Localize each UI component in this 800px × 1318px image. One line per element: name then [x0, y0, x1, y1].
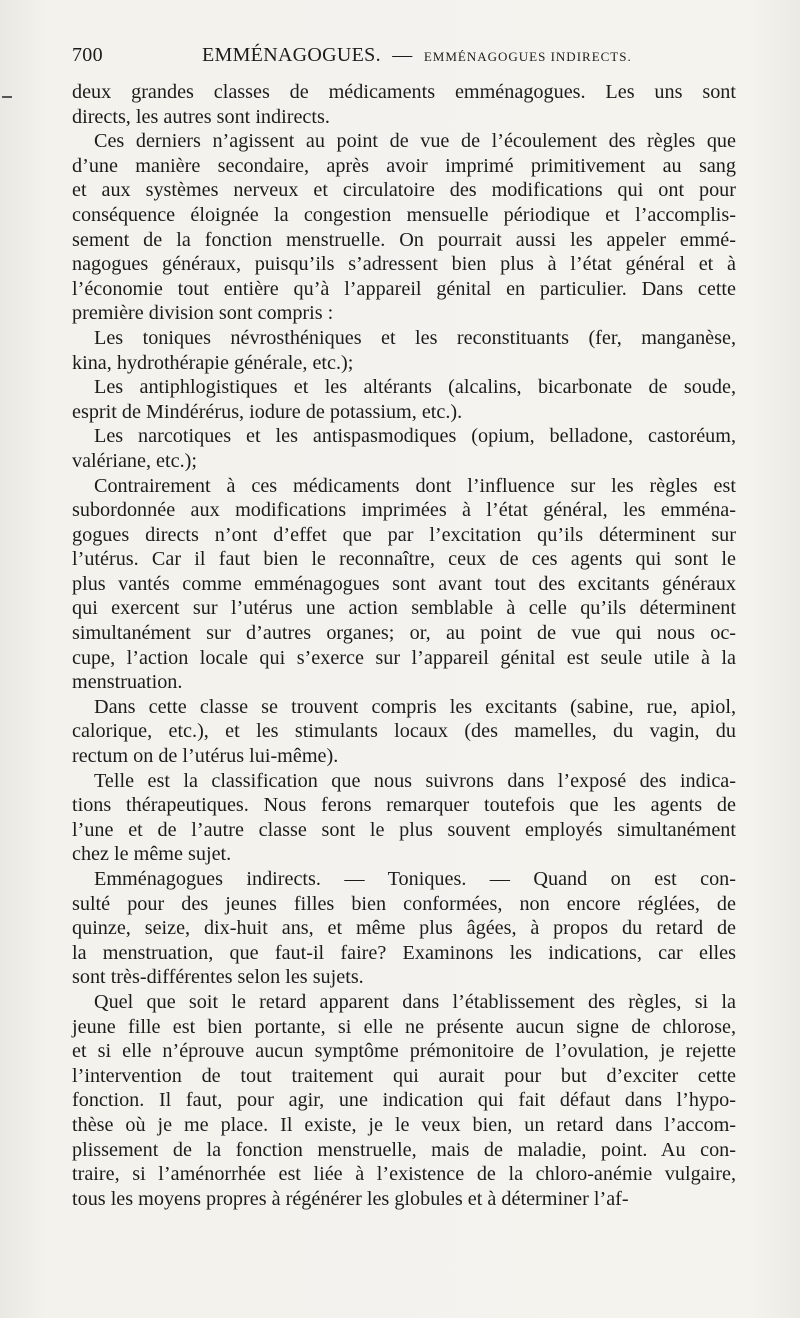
text-line: sement de la fonction menstruelle. On pourrait aussi les appeler emmé- [72, 228, 736, 251]
paragraph-p7 [72, 695, 736, 769]
text-line: rectum on de l’utérus lui-même). [72, 745, 339, 768]
text-line: l’une et de l’autre classe sont le plus souvent employés simultanément [72, 818, 736, 841]
text-line: Les antiphlogistiques et les altérants (alcalins, bicarbonate de soude, [94, 376, 736, 399]
text-line: directs, les autres sont indirects. [72, 105, 330, 128]
text-line: Emménagogues indirects. — Toniques. — Quand on est con- [94, 868, 736, 890]
text-line: plus vantés comme emménagogues sont avant tout des excitants généraux [72, 572, 736, 595]
text-line: nagogues généraux, puisqu’ils s’adressent bien plus à l’état général et à [72, 253, 736, 276]
text-line: d’une manière secondaire, après avoir imprimé primitivement au sang [72, 154, 736, 177]
text-line: et aux systèmes nerveux et circulatoire des modifications qui ont pour [72, 179, 736, 202]
paragraph-p1 [72, 80, 736, 129]
text-line: Quel que soit le retard apparent dans l’établissement des règles, si la [94, 990, 736, 1013]
text-line: valériane, etc.); [72, 449, 197, 472]
text-line: thèse où je me place. Il existe, je le veux bien, un retard dans l’accom- [72, 1113, 736, 1136]
running-subtitle: EMMÉNAGOGUES INDIRECTS. [423, 49, 632, 64]
text-line: jeune fille est bien portante, si elle ne présente aucun signe de chlorose, [72, 1015, 736, 1038]
text-line: plissement de la fonction menstruelle, mais de maladie, point. Au con- [72, 1138, 736, 1161]
running-title-group [202, 44, 632, 67]
text-line: l’intervention de tout traitement qui aurait pour but d’exciter cette [72, 1064, 736, 1087]
body-text [72, 80, 736, 1211]
running-title: EMMÉNAGOGUES. [202, 44, 381, 66]
text-line: chez le même sujet. [72, 843, 232, 866]
text-line: quinze, seize, dix-huit ans, et même plus âgées, à propos du retard de [72, 917, 736, 940]
text-line: calorique, etc.), et les stimulants locaux (des mamelles, du vagin, du [72, 720, 736, 743]
paragraph-p8 [72, 769, 736, 867]
text-line: qui exercent sur l’utérus une action semblable à celle qu’ils déterminent [72, 597, 736, 620]
text-line: fonction. Il faut, pour agir, une indication qui fait défaut dans l’hypo- [72, 1089, 736, 1112]
text-line: simultanément sur d’autres organes; or, au point de vue qui nous oc- [72, 622, 736, 645]
text-line: tions thérapeutiques. Nous ferons remarquer toutefois que les agents de [72, 794, 736, 817]
margin-mark [2, 96, 12, 98]
text-line: Les narcotiques et les antispasmodiques (opium, belladone, castoréum, [94, 425, 736, 448]
text-line: l’économie tout entière qu’à l’appareil génital en particulier. Dans cette [72, 277, 736, 300]
text-line: Ces derniers n’agissent au point de vue de l’écoulement des règles que [94, 130, 736, 153]
text-line: conséquence éloignée la congestion mensuelle périodique et l’accomplis- [72, 203, 736, 226]
paragraph-p6 [72, 474, 736, 695]
text-line: esprit de Mindérérus, iodure de potassium, etc.). [72, 400, 463, 423]
text-line: traire, si l’aménorrhée est liée à l’existence de la chloro-anémie vulgaire, [72, 1163, 736, 1186]
paragraph-p2 [72, 129, 736, 326]
text-line: Telle est la classification que nous suivrons dans l’exposé des indica- [94, 769, 736, 792]
running-separator: — [392, 44, 413, 66]
text-line: l’utérus. Car il faut bien le reconnaître, ceux de ces agents qui sont le [72, 548, 736, 571]
text-line: première division sont compris : [72, 302, 334, 325]
text-line: sulté pour des jeunes filles bien conformées, non encore réglées, de [72, 892, 736, 915]
paragraph-p5 [72, 424, 736, 473]
text-line: Contrairement à ces médicaments dont l’influence sur les règles est [94, 474, 736, 497]
text-line: gogues directs n’ont d’effet que par l’excitation qu’ils déterminent sur [72, 523, 736, 546]
text-line: Dans cette classe se trouvent compris les excitants (sabine, rue, apiol, [94, 695, 736, 718]
text-line: Les toniques névrosthéniques et les reconstituants (fer, manganèse, [94, 326, 736, 349]
text-line: menstruation. [72, 671, 183, 694]
text-line: subordonnée aux modifications imprimées à l’état général, les emména- [72, 499, 736, 522]
running-header [72, 44, 732, 74]
text-line: cupe, l’action locale qui s’exerce sur l’appareil génital est seule utile à la [72, 646, 736, 669]
text-line: la menstruation, que faut-il faire? Examinons les indications, car elles [72, 941, 736, 964]
text-line: tous les moyens propres à régénérer les globules et à déterminer l’af- [72, 1187, 629, 1210]
paragraph-p3 [72, 326, 736, 375]
text-line: kina, hydrothérapie générale, etc.); [72, 351, 354, 374]
paragraph-p4 [72, 375, 736, 424]
text-line: deux grandes classes de médicaments emménagogues. Les uns sont [72, 81, 736, 103]
text-line: sont très-différentes selon les sujets. [72, 966, 364, 989]
page-number: 700 [72, 44, 103, 66]
text-line: et si elle n’éprouve aucun symptôme prémonitoire de l’ovulation, je rejette [72, 1040, 736, 1063]
paragraph-p10 [72, 990, 736, 1211]
paragraph-p9 [72, 867, 736, 990]
